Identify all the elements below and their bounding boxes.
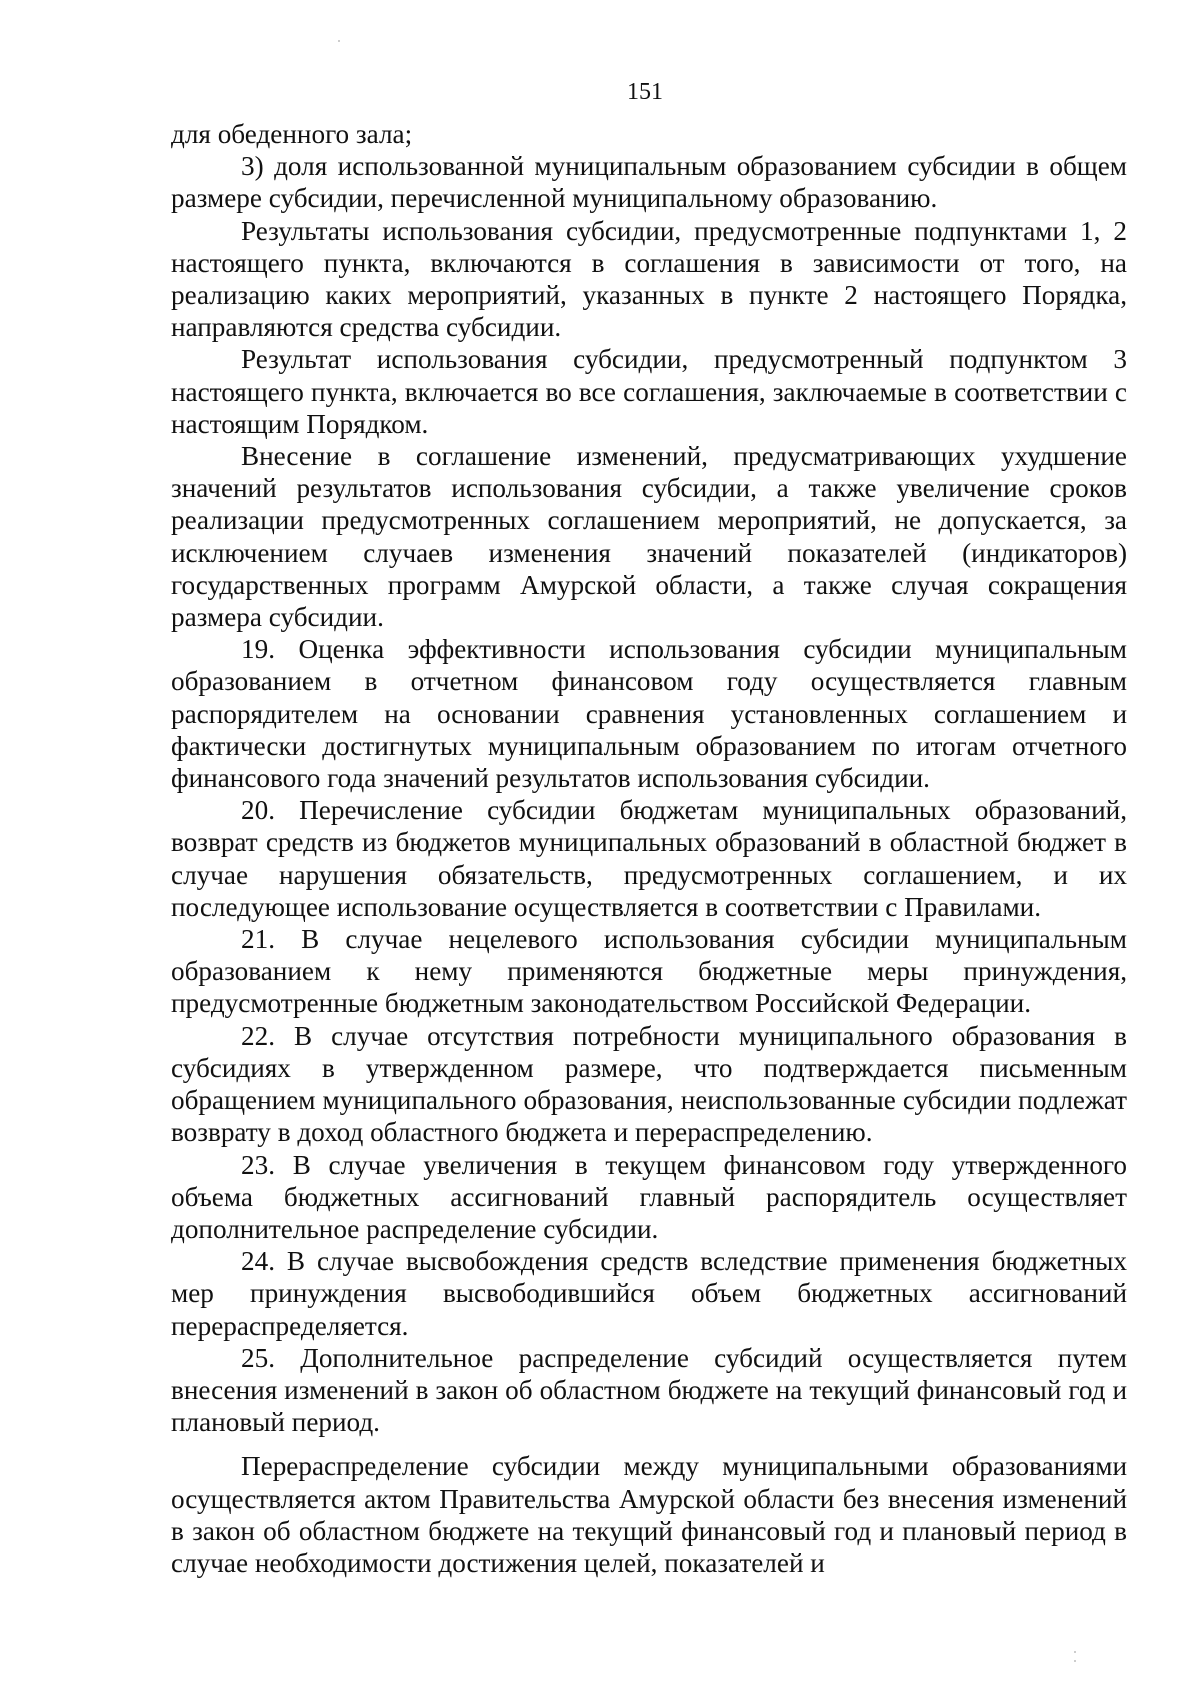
paragraph-10: 23. В случае увеличения в текущем финансовом году утвержденного объема бюджетных ассигнований главный распорядитель осуществляет дополнительное распределение субсидии. — [171, 1149, 1127, 1244]
paragraph-3: Результаты использования субсидии, предусмотренные подпунктами 1, 2 настоящего пункта, включаются в соглашения в зависимости от того, на реализацию каких мероприятий, указанных в пункте 2 настоящего Порядка, направляются средства субсидии. — [171, 215, 1127, 343]
paragraph-11: 24. В случае высвобождения средств вследствие применения бюджетных мер принуждения высвободившийся объем бюджетных ассигнований перераспределяется. — [171, 1246, 1127, 1341]
paragraph-4: Результат использования субсидии, предусмотренный подпунктом 3 настоящего пункта, включается во все соглашения, заключаемые в соответствии с настоящим Порядком. — [171, 344, 1127, 439]
scan-artifact — [1074, 1651, 1076, 1653]
paragraph-1: для обеденного зала; — [171, 119, 413, 149]
paragraph-9: 22. В случае отсутствия потребности муниципального образования в субсидиях в утвержденном размере, что подтверждается письменным обращением муниципального образования, неиспользованные субсидии подлежат возврату в доход областного бюджета и перераспределению. — [171, 1020, 1127, 1148]
paragraph-8: 21. В случае нецелевого использования субсидии муниципальным образованием к нему применяются бюджетные меры принуждения, предусмотренные бюджетным законодательством Российской Федерации. — [171, 924, 1127, 1019]
paragraph-2: 3) доля использованной муниципальным образованием субсидии в общем размере субсидии, перечисленной муниципальному образованию. — [171, 151, 1127, 214]
paragraph-13: Перераспределение субсидии между муниципальными образованиями осуществляется актом Правительства Амурской области без внесения изменений в закон об областном бюджете на текущий финансовый год и плановый период в случае необходимости достижения целей, показателей и — [171, 1451, 1127, 1578]
paragraph-7: 20. Перечисление субсидии бюджетам муниципальных образований, возврат средств из бюджетов муниципальных образований в областной бюджет в случае нарушения обязательств, предусмотренных соглашением, и их последующее использование осуществляется в соответствии с Правилами. — [171, 795, 1127, 922]
page-number: 151 — [627, 79, 663, 105]
paragraph-12: 25. Дополнительное распределение субсидий осуществляется путем внесения изменений в закон об областном бюджете на текущий финансовый год и плановый период. — [171, 1342, 1127, 1438]
document-body — [171, 118, 1127, 1579]
scan-artifact — [338, 40, 340, 42]
paragraph-5: Внесение в соглашение изменений, предусматривающих ухудшение значений результатов использования субсидии, а также увеличение сроков реализации предусмотренных соглашением мероприятий, не допускается, за исключением случаев изменения значений показателей (индикаторов) государственных программ Амурской области, а также случая сокращения размера субсидии. — [171, 441, 1127, 633]
scan-artifact — [1074, 1660, 1076, 1662]
paragraph-6: 19. Оценка эффективности использования субсидии муниципальным образованием в отчетном финансовом году осуществляется главным распорядителем на основании сравнения установленных соглашением и фактически достигнутых муниципальным образованием по итогам отчетного финансового года значений результатов использования субсидии. — [171, 634, 1127, 794]
